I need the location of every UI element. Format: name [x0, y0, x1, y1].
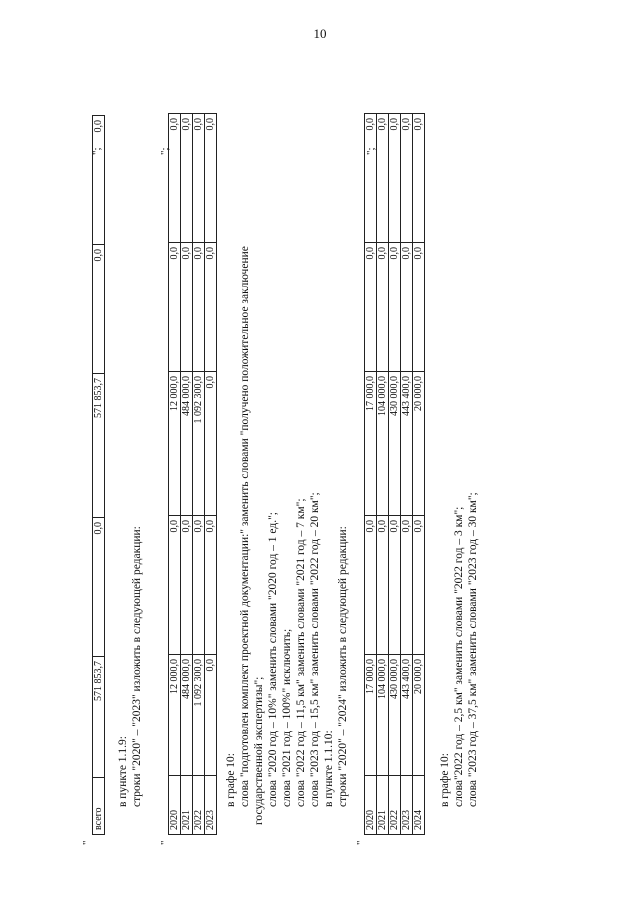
value-cell: 430 000,0: [389, 372, 401, 516]
year-cell: 2021: [377, 776, 389, 835]
graph10-changes-a: [224, 85, 350, 825]
year-cell: 2024: [413, 776, 425, 835]
value-cell: 0,0: [205, 655, 217, 776]
table-row: [93, 116, 105, 835]
value-cell: 0,0: [401, 516, 413, 655]
value-cell: 430 000,0: [389, 655, 401, 776]
top-table: [92, 115, 105, 835]
value-cell: 0,0: [205, 114, 217, 243]
value-cell: 0,0: [389, 243, 401, 372]
open-quote: ": [355, 840, 367, 845]
close-quote: ";: [159, 147, 171, 155]
table-cell: 571 853,7: [93, 374, 105, 518]
value-cell: 0,0: [205, 243, 217, 372]
open-quote: ": [159, 840, 171, 845]
value-cell: 0,0: [377, 243, 389, 372]
value-cell: 0,0: [389, 114, 401, 243]
value-cell: 12 000,0: [169, 372, 181, 516]
value-cell: 0,0: [413, 114, 425, 243]
value-cell: 0,0: [365, 114, 377, 243]
close-quote: ";: [91, 147, 103, 155]
section-heading: в графе 10:: [225, 752, 237, 807]
value-cell: 484 000,0: [181, 372, 193, 516]
table-row: [365, 114, 377, 835]
table-1-1-9: [168, 113, 217, 835]
text-line: слова "2021 год – 100%" исключить;: [281, 628, 293, 807]
close-quote: ";: [365, 147, 377, 155]
section-subheading: строки "2020" – "2024" изложить в следующей редакции:: [337, 526, 349, 807]
value-cell: 0,0: [193, 114, 205, 243]
table-cell: 571 853,7: [93, 657, 105, 778]
text-line: слова "2022 год – 11,5 км" заменить словами "2021 год – 7 км";: [295, 498, 307, 807]
table-row: [413, 114, 425, 835]
text-line: слова "подготовлен комплект проектной документации:" заменить словами "получено положительное заключение: [239, 246, 251, 807]
value-cell: 0,0: [205, 516, 217, 655]
text-line: слова "2023 год – 15,5 км" заменить словами "2022 год – 20 км";: [309, 492, 321, 807]
table-cell: 0,0: [93, 245, 105, 374]
table-row: [205, 114, 217, 835]
year-cell: 2020: [365, 776, 377, 835]
table-1-1-10: [364, 113, 425, 835]
table-row: [193, 114, 205, 835]
table-row: [181, 114, 193, 835]
text-line: государственной экспертизы";: [253, 676, 265, 825]
value-cell: 443 400,0: [401, 655, 413, 776]
table-row: [169, 114, 181, 835]
value-cell: 0,0: [169, 516, 181, 655]
value-cell: 0,0: [181, 243, 193, 372]
year-cell: 2023: [205, 776, 217, 835]
section-1-1-9: [116, 526, 144, 825]
table-row: [377, 114, 389, 835]
text-line: слова"2022 год – 2,5 км" заменить словами "2022 год – 3 км";: [453, 506, 465, 807]
text-line: слова "2023 год – 37,5 км" заменить словами "2023 год – 30 км";: [467, 492, 479, 807]
value-cell: 104 000,0: [377, 655, 389, 776]
value-cell: 20 000,0: [413, 655, 425, 776]
year-cell: 2021: [181, 776, 193, 835]
value-cell: 1 092 300,0: [193, 372, 205, 516]
value-cell: 17 000,0: [365, 372, 377, 516]
value-cell: 0,0: [413, 243, 425, 372]
table-row: [389, 114, 401, 835]
value-cell: 0,0: [365, 243, 377, 372]
value-cell: 1 092 300,0: [193, 655, 205, 776]
table-cell: 0,0: [93, 116, 105, 245]
value-cell: 0,0: [181, 114, 193, 243]
value-cell: 443 400,0: [401, 372, 413, 516]
table-cell: всего: [93, 778, 105, 835]
year-cell: 2020: [169, 776, 181, 835]
section-heading: в пункте 1.1.9:: [117, 736, 129, 807]
year-cell: 2023: [401, 776, 413, 835]
value-cell: 0,0: [181, 516, 193, 655]
section-heading: в пункте 1.1.10:: [323, 730, 335, 807]
text-line: слова "2020 год – 10%" заменить словами "2020 год – 1 ед.";: [267, 512, 279, 807]
graph10-changes-b: [438, 492, 480, 825]
open-quote: ": [81, 840, 93, 845]
value-cell: 104 000,0: [377, 372, 389, 516]
rotated-content: [40, 65, 600, 845]
value-cell: 484 000,0: [181, 655, 193, 776]
value-cell: 0,0: [401, 243, 413, 372]
value-cell: 0,0: [377, 516, 389, 655]
section-heading: в графе 10:: [439, 752, 451, 807]
table-cell: 0,0: [93, 518, 105, 657]
value-cell: 0,0: [193, 516, 205, 655]
value-cell: 0,0: [413, 516, 425, 655]
section-subheading: строки "2020" – "2023" изложить в следующей редакции:: [131, 526, 143, 807]
value-cell: 20 000,0: [413, 372, 425, 516]
page-number: 10: [313, 26, 327, 41]
value-cell: 12 000,0: [169, 655, 181, 776]
value-cell: 0,0: [365, 516, 377, 655]
value-cell: 0,0: [377, 114, 389, 243]
value-cell: 17 000,0: [365, 655, 377, 776]
value-cell: 0,0: [193, 243, 205, 372]
value-cell: 0,0: [169, 243, 181, 372]
value-cell: 0,0: [401, 114, 413, 243]
year-cell: 2022: [193, 776, 205, 835]
value-cell: 0,0: [205, 372, 217, 516]
value-cell: 0,0: [169, 114, 181, 243]
value-cell: 0,0: [389, 516, 401, 655]
table-row: [401, 114, 413, 835]
year-cell: 2022: [389, 776, 401, 835]
